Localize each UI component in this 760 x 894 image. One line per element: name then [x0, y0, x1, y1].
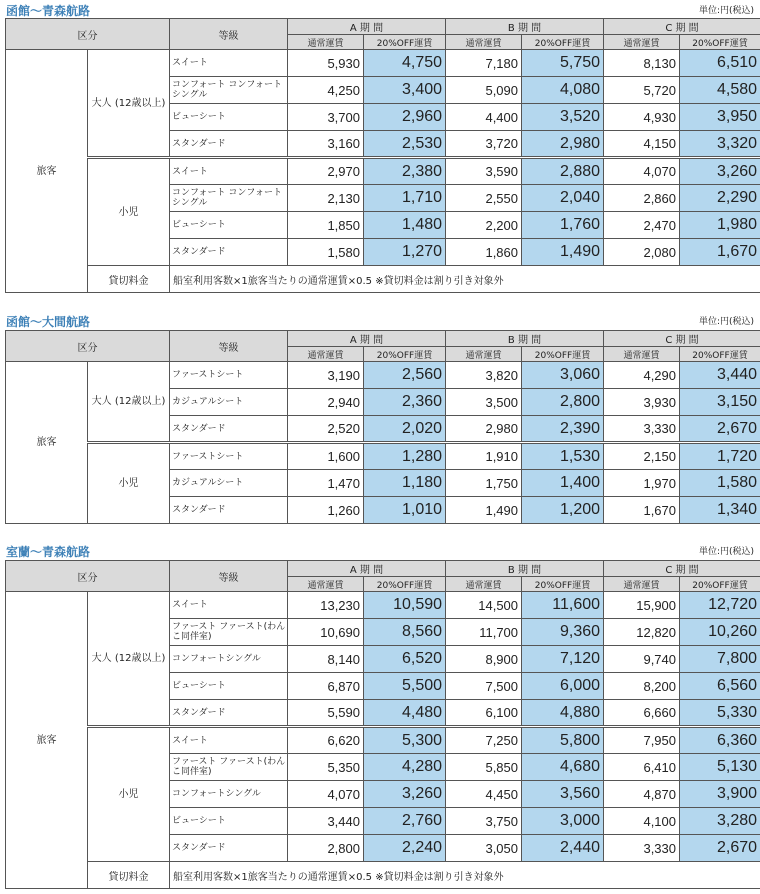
- regular-fare: 2,800: [288, 835, 364, 862]
- regular-fare: 8,900: [446, 646, 522, 673]
- discount-fare: 2,530: [364, 131, 446, 158]
- regular-fare: 14,500: [446, 592, 522, 619]
- discount-fare: 2,360: [364, 389, 446, 416]
- discount-fare: 5,750: [522, 50, 604, 77]
- regular-fare: 2,550: [446, 185, 522, 212]
- regular-fare: 4,930: [604, 104, 680, 131]
- discount-fare: 2,240: [364, 835, 446, 862]
- discount-fare: 3,280: [680, 808, 760, 835]
- discount-fare: 3,260: [680, 158, 760, 185]
- discount-fare: 1,280: [364, 443, 446, 470]
- discount-fare: 3,950: [680, 104, 760, 131]
- route-title: 室蘭～青森航路: [6, 545, 91, 559]
- header-row: [6, 19, 760, 35]
- regular-fare: 3,820: [446, 362, 522, 389]
- class-name: カジュアルシート: [170, 389, 288, 416]
- class-name: スタンダード: [170, 131, 288, 158]
- regular-fare: 4,070: [604, 158, 680, 185]
- kashikiri-row: [6, 862, 760, 889]
- discount-fare: 3,060: [522, 362, 604, 389]
- tokyu-header: 等級: [170, 561, 288, 592]
- regular-fare-header: 通常運賃: [446, 35, 522, 50]
- regular-fare: 1,600: [288, 443, 364, 470]
- regular-fare: 10,690: [288, 619, 364, 646]
- class-name: スタンダード: [170, 239, 288, 266]
- regular-fare: 3,330: [604, 835, 680, 862]
- regular-fare: 5,350: [288, 754, 364, 781]
- period-header: B 期 間: [446, 561, 604, 577]
- discount-fare: 5,330: [680, 700, 760, 727]
- header-row: [6, 331, 760, 347]
- discount-fare: 2,440: [522, 835, 604, 862]
- regular-fare: 7,950: [604, 727, 680, 754]
- regular-fare: 1,860: [446, 239, 522, 266]
- regular-fare: 1,580: [288, 239, 364, 266]
- regular-fare-header: 通常運賃: [604, 577, 680, 592]
- discount-fare: 2,390: [522, 416, 604, 443]
- class-name: コンフォートシングル: [170, 781, 288, 808]
- regular-fare: 9,740: [604, 646, 680, 673]
- discount-fare: 2,040: [522, 185, 604, 212]
- regular-fare: 1,970: [604, 470, 680, 497]
- class-name: ファースト ファースト(わんこ同伴室): [170, 754, 288, 781]
- regular-fare-header: 通常運賃: [446, 577, 522, 592]
- discount-fare: 1,270: [364, 239, 446, 266]
- discount-fare: 4,080: [522, 77, 604, 104]
- tokyu-header: 等級: [170, 19, 288, 50]
- discount-fare: 4,480: [364, 700, 446, 727]
- adult-label: 大人 (12歳以上): [88, 362, 170, 443]
- discount-fare: 10,260: [680, 619, 760, 646]
- regular-fare: 2,980: [446, 416, 522, 443]
- class-name: スタンダード: [170, 416, 288, 443]
- discount-fare: 1,670: [680, 239, 760, 266]
- regular-fare: 15,900: [604, 592, 680, 619]
- regular-fare: 8,140: [288, 646, 364, 673]
- regular-fare: 1,470: [288, 470, 364, 497]
- adult-label: 大人 (12歳以上): [88, 592, 170, 727]
- kubun-header: 区分: [6, 331, 170, 362]
- regular-fare: 2,940: [288, 389, 364, 416]
- tokyu-header: 等級: [170, 331, 288, 362]
- class-name: スイート: [170, 592, 288, 619]
- passenger-label: 旅客: [6, 362, 88, 524]
- regular-fare: 13,230: [288, 592, 364, 619]
- discount-fare: 2,880: [522, 158, 604, 185]
- regular-fare: 3,590: [446, 158, 522, 185]
- period-header: A 期 間: [288, 19, 446, 35]
- discount-fare: 4,680: [522, 754, 604, 781]
- class-name: ファーストシート: [170, 362, 288, 389]
- discount-fare: 1,010: [364, 497, 446, 524]
- regular-fare: 2,970: [288, 158, 364, 185]
- period-header: C 期 間: [604, 19, 760, 35]
- discount-fare: 4,880: [522, 700, 604, 727]
- discount-fare: 5,500: [364, 673, 446, 700]
- discount-fare: 9,360: [522, 619, 604, 646]
- class-name: スタンダード: [170, 700, 288, 727]
- kubun-header: 区分: [6, 561, 170, 592]
- regular-fare: 3,190: [288, 362, 364, 389]
- regular-fare: 1,490: [446, 497, 522, 524]
- regular-fare: 1,750: [446, 470, 522, 497]
- class-name: スイート: [170, 158, 288, 185]
- discount-fare: 2,960: [364, 104, 446, 131]
- class-name: コンフォートシングル: [170, 646, 288, 673]
- regular-fare: 3,160: [288, 131, 364, 158]
- regular-fare: 6,620: [288, 727, 364, 754]
- class-name: コンフォート コンフォートシングル: [170, 77, 288, 104]
- header-row: [6, 561, 760, 577]
- regular-fare: 1,670: [604, 497, 680, 524]
- table-row: [6, 592, 760, 619]
- table-row: [6, 727, 760, 754]
- passenger-label: 旅客: [6, 592, 88, 889]
- route-title: 函館～青森航路: [6, 4, 91, 18]
- discount-fare: 6,520: [364, 646, 446, 673]
- discount-fare: 2,380: [364, 158, 446, 185]
- discount-fare: 10,590: [364, 592, 446, 619]
- discount-fare: 1,710: [364, 185, 446, 212]
- regular-fare: 3,440: [288, 808, 364, 835]
- regular-fare: 4,150: [604, 131, 680, 158]
- child-label: 小児: [88, 443, 170, 524]
- discount-fare: 5,130: [680, 754, 760, 781]
- discount-fare: 3,000: [522, 808, 604, 835]
- discount-fare-header: 20%OFF運賃: [522, 35, 604, 50]
- regular-fare: 12,820: [604, 619, 680, 646]
- class-name: ビューシート: [170, 104, 288, 131]
- class-name: ファースト ファースト(わんこ同伴室): [170, 619, 288, 646]
- regular-fare-header: 通常運賃: [604, 347, 680, 362]
- adult-label: 大人 (12歳以上): [88, 50, 170, 158]
- discount-fare: 2,760: [364, 808, 446, 835]
- discount-fare: 6,360: [680, 727, 760, 754]
- regular-fare: 4,070: [288, 781, 364, 808]
- discount-fare: 5,800: [522, 727, 604, 754]
- regular-fare: 7,250: [446, 727, 522, 754]
- regular-fare: 5,930: [288, 50, 364, 77]
- regular-fare-header: 通常運賃: [446, 347, 522, 362]
- discount-fare-header: 20%OFF運賃: [522, 577, 604, 592]
- regular-fare: 2,130: [288, 185, 364, 212]
- class-name: カジュアルシート: [170, 470, 288, 497]
- discount-fare: 2,020: [364, 416, 446, 443]
- discount-fare: 1,720: [680, 443, 760, 470]
- regular-fare: 11,700: [446, 619, 522, 646]
- kubun-header: 区分: [6, 19, 170, 50]
- discount-fare-header: 20%OFF運賃: [364, 35, 446, 50]
- regular-fare: 1,260: [288, 497, 364, 524]
- discount-fare: 1,400: [522, 470, 604, 497]
- regular-fare: 2,150: [604, 443, 680, 470]
- regular-fare: 3,720: [446, 131, 522, 158]
- discount-fare: 2,670: [680, 416, 760, 443]
- table-row: [6, 362, 760, 389]
- discount-fare-header: 20%OFF運賃: [680, 35, 760, 50]
- discount-fare: 12,720: [680, 592, 760, 619]
- discount-fare: 11,600: [522, 592, 604, 619]
- discount-fare: 2,670: [680, 835, 760, 862]
- unit-label: 単位:円(税込): [698, 547, 754, 557]
- discount-fare: 6,560: [680, 673, 760, 700]
- discount-fare: 8,560: [364, 619, 446, 646]
- regular-fare: 6,870: [288, 673, 364, 700]
- discount-fare: 3,400: [364, 77, 446, 104]
- discount-fare: 6,000: [522, 673, 604, 700]
- kashikiri-label: 貸切料金: [88, 862, 170, 889]
- discount-fare: 6,510: [680, 50, 760, 77]
- class-name: ビューシート: [170, 212, 288, 239]
- discount-fare: 7,800: [680, 646, 760, 673]
- discount-fare: 2,290: [680, 185, 760, 212]
- fare-table: [5, 330, 760, 524]
- discount-fare: 1,480: [364, 212, 446, 239]
- regular-fare-header: 通常運賃: [288, 577, 364, 592]
- discount-fare: 4,580: [680, 77, 760, 104]
- period-header: C 期 間: [604, 331, 760, 347]
- regular-fare: 6,100: [446, 700, 522, 727]
- regular-fare: 1,910: [446, 443, 522, 470]
- class-name: ビューシート: [170, 808, 288, 835]
- kashikiri-note: 船室利用客数×1旅客当たりの通常運賃×0.5 ※貸切料金は割り引き対象外: [170, 266, 760, 293]
- discount-fare: 1,180: [364, 470, 446, 497]
- discount-fare: 3,900: [680, 781, 760, 808]
- discount-fare: 3,320: [680, 131, 760, 158]
- class-name: ビューシート: [170, 673, 288, 700]
- discount-fare: 3,260: [364, 781, 446, 808]
- regular-fare: 1,850: [288, 212, 364, 239]
- discount-fare: 4,750: [364, 50, 446, 77]
- discount-fare: 5,300: [364, 727, 446, 754]
- discount-fare-header: 20%OFF運賃: [680, 577, 760, 592]
- regular-fare: 6,410: [604, 754, 680, 781]
- regular-fare: 3,330: [604, 416, 680, 443]
- period-header: B 期 間: [446, 331, 604, 347]
- discount-fare: 1,340: [680, 497, 760, 524]
- period-header: B 期 間: [446, 19, 604, 35]
- discount-fare: 2,560: [364, 362, 446, 389]
- regular-fare: 3,050: [446, 835, 522, 862]
- regular-fare: 7,500: [446, 673, 522, 700]
- regular-fare: 3,750: [446, 808, 522, 835]
- regular-fare: 3,500: [446, 389, 522, 416]
- child-label: 小児: [88, 727, 170, 862]
- regular-fare: 4,100: [604, 808, 680, 835]
- discount-fare-header: 20%OFF運賃: [364, 577, 446, 592]
- class-name: ファーストシート: [170, 443, 288, 470]
- discount-fare: 1,760: [522, 212, 604, 239]
- regular-fare-header: 通常運賃: [288, 35, 364, 50]
- class-name: コンフォート コンフォートシングル: [170, 185, 288, 212]
- discount-fare: 2,800: [522, 389, 604, 416]
- regular-fare: 8,200: [604, 673, 680, 700]
- discount-fare: 2,980: [522, 131, 604, 158]
- regular-fare: 8,130: [604, 50, 680, 77]
- unit-label: 単位:円(税込): [698, 6, 754, 16]
- regular-fare: 4,400: [446, 104, 522, 131]
- regular-fare: 2,470: [604, 212, 680, 239]
- class-name: スタンダード: [170, 497, 288, 524]
- regular-fare-header: 通常運賃: [288, 347, 364, 362]
- table-row: [6, 50, 760, 77]
- class-name: スタンダード: [170, 835, 288, 862]
- regular-fare: 3,930: [604, 389, 680, 416]
- regular-fare: 5,590: [288, 700, 364, 727]
- passenger-label: 旅客: [6, 50, 88, 293]
- regular-fare: 5,090: [446, 77, 522, 104]
- discount-fare: 7,120: [522, 646, 604, 673]
- child-label: 小児: [88, 158, 170, 266]
- unit-label: 単位:円(税込): [698, 317, 754, 327]
- period-header: A 期 間: [288, 331, 446, 347]
- regular-fare: 5,850: [446, 754, 522, 781]
- discount-fare-header: 20%OFF運賃: [364, 347, 446, 362]
- regular-fare: 2,860: [604, 185, 680, 212]
- kashikiri-note: 船室利用客数×1旅客当たりの通常運賃×0.5 ※貸切料金は割り引き対象外: [170, 862, 760, 889]
- regular-fare: 5,720: [604, 77, 680, 104]
- regular-fare: 7,180: [446, 50, 522, 77]
- discount-fare: 1,530: [522, 443, 604, 470]
- discount-fare: 1,580: [680, 470, 760, 497]
- class-name: スイート: [170, 50, 288, 77]
- regular-fare: 2,080: [604, 239, 680, 266]
- period-header: C 期 間: [604, 561, 760, 577]
- kashikiri-row: [6, 266, 760, 293]
- fare-table: [5, 18, 760, 293]
- fare-table: [5, 560, 760, 889]
- regular-fare: 3,700: [288, 104, 364, 131]
- discount-fare-header: 20%OFF運賃: [680, 347, 760, 362]
- route-title: 函館～大間航路: [6, 315, 91, 329]
- discount-fare: 1,200: [522, 497, 604, 524]
- regular-fare: 4,450: [446, 781, 522, 808]
- regular-fare: 4,290: [604, 362, 680, 389]
- discount-fare: 3,440: [680, 362, 760, 389]
- regular-fare: 2,520: [288, 416, 364, 443]
- discount-fare-header: 20%OFF運賃: [522, 347, 604, 362]
- table-row: [6, 158, 760, 185]
- discount-fare: 1,490: [522, 239, 604, 266]
- period-header: A 期 間: [288, 561, 446, 577]
- discount-fare: 3,520: [522, 104, 604, 131]
- regular-fare: 4,250: [288, 77, 364, 104]
- kashikiri-label: 貸切料金: [88, 266, 170, 293]
- discount-fare: 1,980: [680, 212, 760, 239]
- discount-fare: 3,560: [522, 781, 604, 808]
- regular-fare: 2,200: [446, 212, 522, 239]
- regular-fare: 6,660: [604, 700, 680, 727]
- discount-fare: 3,150: [680, 389, 760, 416]
- class-name: スイート: [170, 727, 288, 754]
- discount-fare: 4,280: [364, 754, 446, 781]
- table-row: [6, 443, 760, 470]
- regular-fare-header: 通常運賃: [604, 35, 680, 50]
- regular-fare: 4,870: [604, 781, 680, 808]
